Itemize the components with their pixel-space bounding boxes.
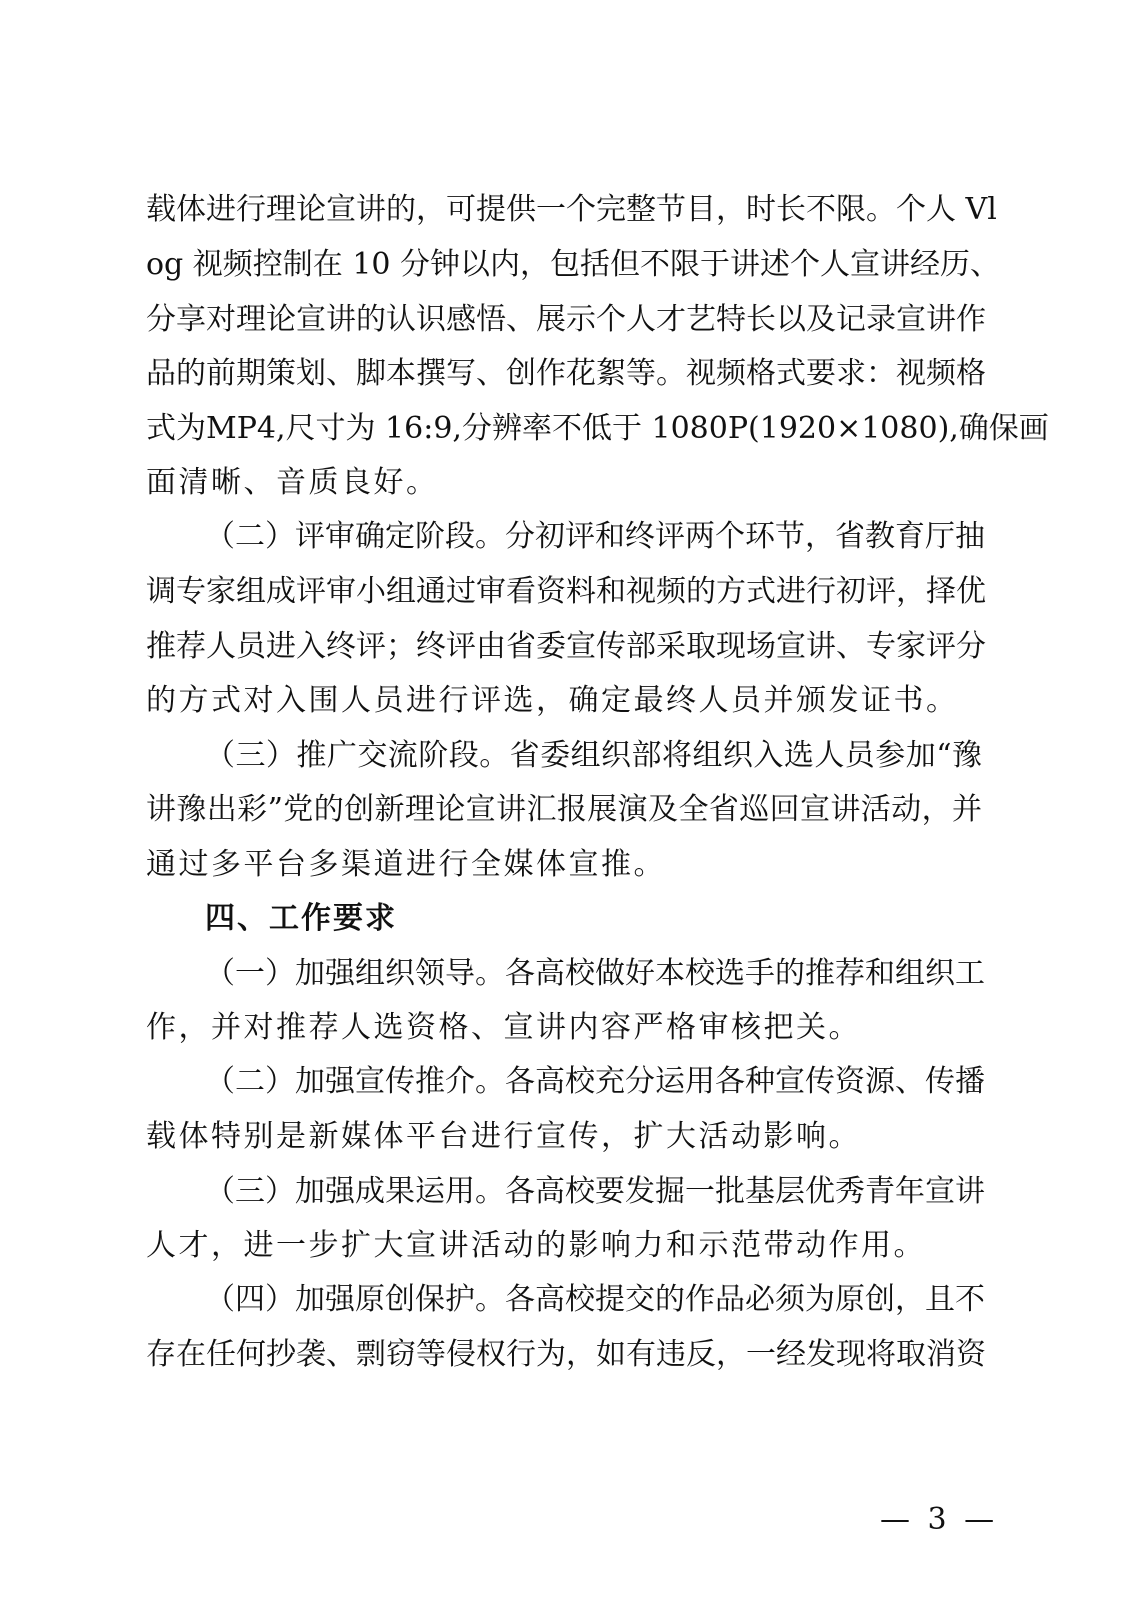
paragraph-line: 载体进行理论宣讲的，可提供一个完整节目，时长不限。个人 Vl (146, 192, 997, 227)
paragraph-line: 推荐人员进入终评；终评由省委宣传部采取现场宣讲、专家评分 (146, 629, 986, 664)
page-number: — 3 — (880, 1502, 999, 1537)
paragraph-line: 面清晰、音质良好。 (146, 465, 439, 500)
paragraph-line: （三）加强成果运用。各高校要发掘一批基层优秀青年宣讲 (205, 1174, 985, 1209)
paragraph-line: og 视频控制在 10 分钟以内，包括但不限于讲述个人宣讲经历、 (146, 247, 1001, 282)
paragraph-line: 通过多平台多渠道进行全媒体宣推。 (146, 847, 666, 882)
paragraph-line: 作，并对推荐人选资格、宣讲内容严格审核把关。 (146, 1010, 861, 1045)
paragraph-line: 载体特别是新媒体平台进行宣传，扩大活动影响。 (146, 1119, 861, 1154)
paragraph-line: （二）加强宣传推介。各高校充分运用各种宣传资源、传播 (205, 1064, 985, 1099)
paragraph-line: （二）评审确定阶段。分初评和终评两个环节，省教育厅抽 (205, 519, 985, 554)
paragraph-line: 调专家组成评审小组通过审看资料和视频的方式进行初评，择优 (146, 574, 986, 609)
paragraph-line: 分享对理论宣讲的认识感悟、展示个人才艺特长以及记录宣讲作 (146, 302, 986, 337)
paragraph-line: （一）加强组织领导。各高校做好本校选手的推荐和组织工 (205, 956, 985, 991)
paragraph-line: 存在任何抄袭、剽窃等侵权行为，如有违反，一经发现将取消资 (146, 1337, 986, 1372)
paragraph-line: 品的前期策划、脚本撰写、创作花絮等。视频格式要求：视频格 (146, 356, 986, 391)
paragraph-line: 人才，进一步扩大宣讲活动的影响力和示范带动作用。 (146, 1228, 926, 1263)
paragraph-line: 的方式对入围人员进行评选，确定最终人员并颁发证书。 (146, 683, 959, 718)
paragraph-line: 式为MP4,尺寸为 16:9,分辨率不低于 1080P(1920×1080),确保画 (146, 411, 1049, 446)
paragraph-line: 讲豫出彩”党的创新理论宣讲汇报展演及全省巡回宣讲活动，并 (146, 792, 982, 827)
paragraph-line: （四）加强原创保护。各高校提交的作品必须为原创，且不 (205, 1282, 985, 1317)
section-heading: 四、工作要求 (205, 901, 397, 936)
paragraph-line: （三）推广交流阶段。省委组织部将组织入选人员参加“豫 (205, 738, 982, 773)
